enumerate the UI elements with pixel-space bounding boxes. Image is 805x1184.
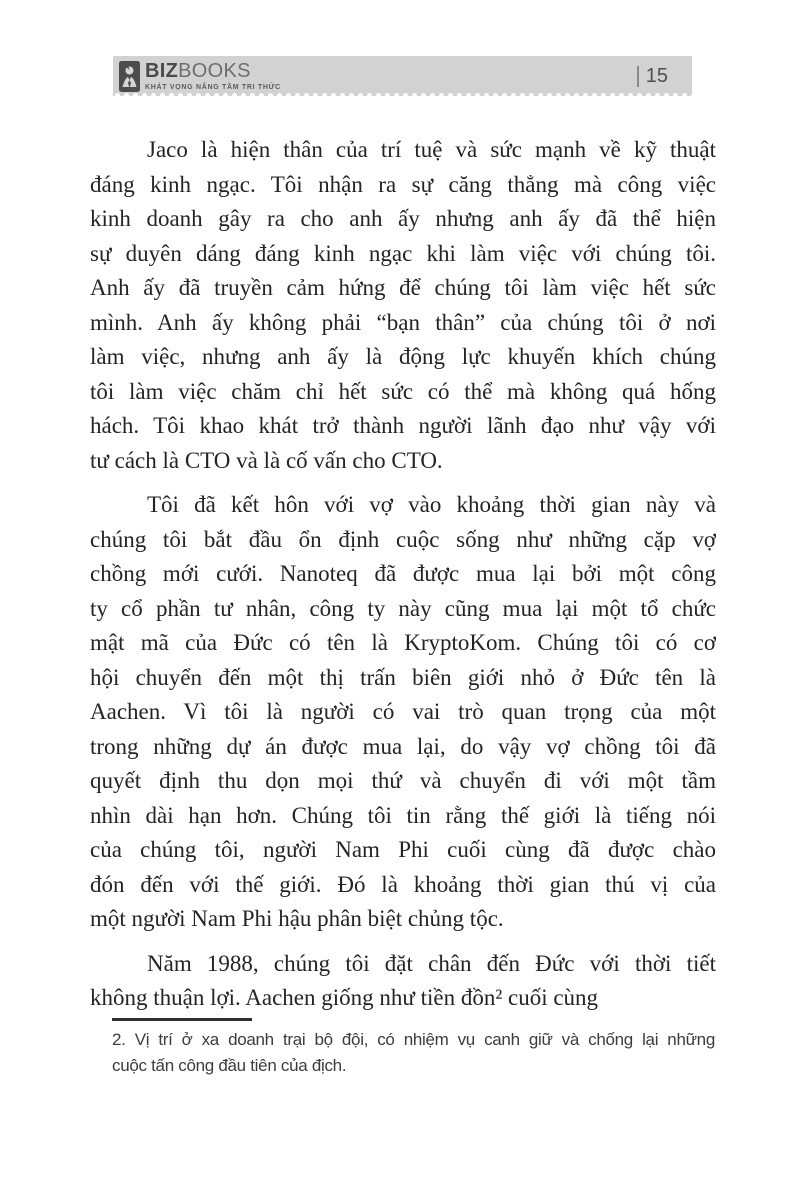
brand-name [145, 61, 281, 81]
text-line: Aachen. Vì tôi là người có vai trò quan trọng của một [90, 699, 716, 724]
text-line: hội chuyển đến một thị trấn biên giới nhỏ ở Đức tên là [90, 664, 716, 690]
text-line: Năm 1988, chúng tôi đặt chân đến Đức với thời tiết [147, 950, 716, 976]
footnote-line: cuộc tấn công đầu tiên của địch. [112, 1056, 347, 1075]
text-line: quyết định thu dọn mọi thứ và chuyển đi với một tầm [90, 768, 716, 793]
page-number: 15 [645, 64, 668, 87]
brand-tagline: KHÁT VỌNG NÂNG TẦM TRI THỨC [145, 84, 281, 91]
text-line: chồng mới cưới. Nanoteq đã được mua lại bởi một công [90, 561, 716, 586]
text-line: mình. Anh ấy không phải “bạn thân” của chúng tôi ở nơi [90, 309, 716, 335]
header-bar [113, 56, 692, 96]
text-line: chúng tôi bắt đầu ổn định cuộc sống như những cặp vợ [90, 526, 716, 552]
text-line: sự duyên dáng đáng kinh ngạc khi làm việc với chúng tôi. [90, 240, 716, 266]
text-line: đón đến với thế giới. Đó là khoảng thời gian thú vị của [90, 871, 716, 897]
text-line: nhìn dài hạn hơn. Chúng tôi tin rằng thế giới là tiếng nói [90, 802, 716, 828]
bizbooks-logo [119, 61, 281, 92]
text-line: ty cổ phần tư nhân, công ty này cũng mua lại một tổ chức [90, 595, 716, 621]
page-number-group [637, 65, 668, 88]
paragraph [90, 133, 716, 478]
text-line: tôi làm việc chăm chỉ hết sức có thể mà không quá hống [90, 378, 716, 404]
brand-name-biz: BIZ [145, 60, 179, 82]
text-line: của chúng tôi, người Nam Phi cuối cùng đã được chào [90, 837, 716, 862]
text-line: đáng kinh ngạc. Tôi nhận ra sự căng thẳng mà công việc [90, 171, 716, 197]
bizbooks-businessman-icon [119, 61, 140, 92]
text-line: mật mã của Đức có tên là KryptoKom. Chúng tôi có cơ [90, 630, 716, 655]
text-line: một người Nam Phi hậu phân biệt chủng tộc. [90, 906, 504, 931]
footnote-line: 2. Vị trí ở xa doanh trại bộ đội, có nhiệm vụ canh giữ và chống lại những [112, 1030, 715, 1049]
paragraph [90, 947, 716, 1016]
text-line: Anh ấy đã truyền cảm hứng để chúng tôi làm việc hết sức [90, 275, 716, 300]
brand-name-books: BOOKS [178, 60, 251, 82]
text-line: Jaco là hiện thân của trí tuệ và sức mạnh về kỹ thuật [147, 137, 716, 162]
text-line: không thuận lợi. Aachen giống như tiền đồn² cuối cùng [90, 985, 599, 1010]
footnote [112, 1027, 715, 1079]
text-line: tư cách là CTO và là cố vấn cho CTO. [90, 447, 443, 473]
text-line: hách. Tôi khao khát trở thành người lãnh đạo như vậy với [90, 413, 716, 438]
page-number-divider [637, 66, 639, 87]
text-line: làm việc, nhưng anh ấy là động lực khuyến khích chúng [90, 344, 716, 369]
text-line: Tôi đã kết hôn với vợ vào khoảng thời gian này và [147, 492, 716, 517]
text-line: trong những dự án được mua lại, do vậy vợ chồng tôi đã [90, 733, 716, 759]
footnote-rule [112, 1018, 252, 1021]
paragraph [90, 488, 716, 937]
body-text [90, 133, 716, 1016]
brand-text [145, 61, 281, 91]
text-line: kinh doanh gây ra cho anh ấy nhưng anh ấy đã thể hiện [90, 206, 716, 231]
